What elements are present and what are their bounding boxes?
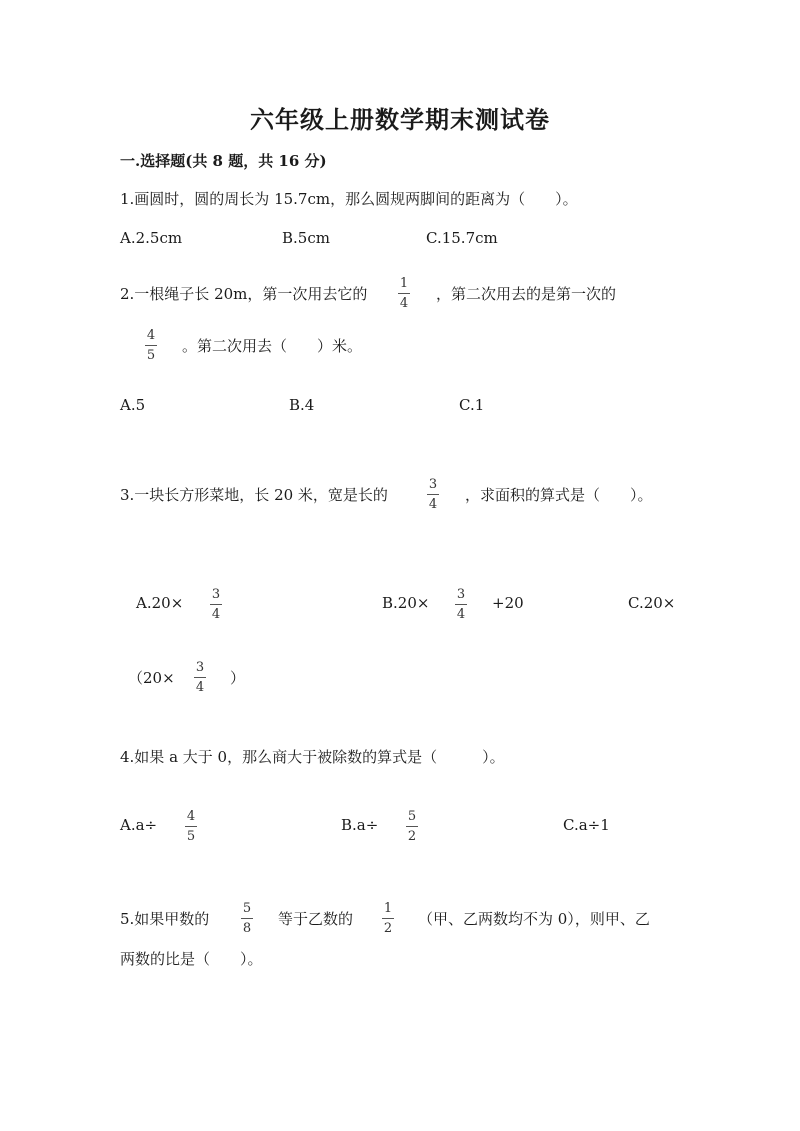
fraction-numerator: 1 [383,901,393,916]
question-3-option-a: A.20× [136,594,184,612]
fraction-bar [241,918,253,919]
fraction-denominator: 5 [146,348,156,363]
question-1-stem: 1.画圆时，圆的周长为 15.7cm，那么圆规两脚间的距离为（ ）。 [120,190,578,208]
question-3-stem-part1: 3.一块长方形菜地，长 20 米，宽是长的 [120,486,388,504]
question-4-option-b-fraction [406,809,418,844]
fraction-denominator: 5 [186,829,196,844]
fraction-bar [455,604,467,605]
fraction-numerator: 4 [146,328,156,343]
question-2-option-c: C.1 [459,396,485,414]
section-heading: 一.选择题(共 8 题，共 16 分) [120,152,327,170]
fraction-bar [210,604,222,605]
fraction-numerator: 5 [407,809,417,824]
question-4-option-a: A.a÷ [120,816,158,834]
question-3-option-c-suffix: ） [230,669,246,687]
question-1-option-b: B.5cm [282,229,330,247]
question-3-option-c: C.20× [628,594,676,612]
question-3-option-c-fraction [194,660,206,695]
question-5-stem-part1: 5.如果甲数的 [120,910,210,928]
fraction-denominator: 2 [383,921,393,936]
question-5-stem-part3: （甲、乙两数均不为 0），则甲、乙 [418,910,650,928]
question-4-stem: 4.如果 a 大于 0，那么商大于被除数的算式是（ ）。 [120,748,505,766]
question-3-option-a-fraction [210,587,222,622]
question-3-option-b-suffix: +20 [492,594,524,612]
fraction-bar [427,494,439,495]
fraction-numerator: 4 [186,809,196,824]
fraction-denominator: 4 [211,607,221,622]
fraction-numerator: 3 [211,587,221,602]
question-5-fraction-2 [382,901,394,936]
fraction-numerator: 3 [456,587,466,602]
fraction-bar [185,826,197,827]
question-4-option-a-fraction [185,809,197,844]
question-2-stem-part2: ，第二次用去的是第一次的 [436,285,617,303]
question-3-fraction-1 [427,477,439,512]
fraction-numerator: 3 [195,660,205,675]
question-1-option-c: C.15.7cm [426,229,498,247]
fraction-numerator: 3 [428,477,438,492]
question-5-fraction-1 [241,901,253,936]
question-2-stem-part1: 2.一根绳子长 20m，第一次用去它的 [120,285,368,303]
fraction-denominator: 4 [456,607,466,622]
question-4-option-c: C.a÷1 [563,816,610,834]
fraction-bar [145,345,157,346]
question-3-option-b-fraction [455,587,467,622]
fraction-bar [194,677,206,678]
question-5-stem-line2: 两数的比是（ ）。 [120,950,263,968]
question-2-stem-part3: 。第二次用去（ ）米。 [182,337,363,355]
question-1-option-a: A.2.5cm [120,229,183,247]
fraction-denominator: 8 [242,921,252,936]
page-title: 六年级上册数学期末测试卷 [250,105,550,134]
fraction-denominator: 4 [399,296,409,311]
fraction-denominator: 2 [407,829,417,844]
fraction-denominator: 4 [428,497,438,512]
question-3-stem-part2: ，求面积的算式是（ ）。 [465,486,653,504]
fraction-bar [406,826,418,827]
question-2-fraction-1 [398,276,410,311]
question-2-option-b: B.4 [289,396,315,414]
fraction-numerator: 5 [242,901,252,916]
question-3-option-c-line2: （20× [128,669,175,687]
fraction-bar [382,918,394,919]
fraction-numerator: 1 [399,276,409,291]
fraction-bar [398,293,410,294]
question-4-option-b: B.a÷ [341,816,379,834]
question-2-fraction-2 [145,328,157,363]
question-2-option-a: A.5 [120,396,146,414]
question-3-option-b: B.20× [382,594,430,612]
question-5-stem-part2: 等于乙数的 [278,910,354,928]
fraction-denominator: 4 [195,680,205,695]
